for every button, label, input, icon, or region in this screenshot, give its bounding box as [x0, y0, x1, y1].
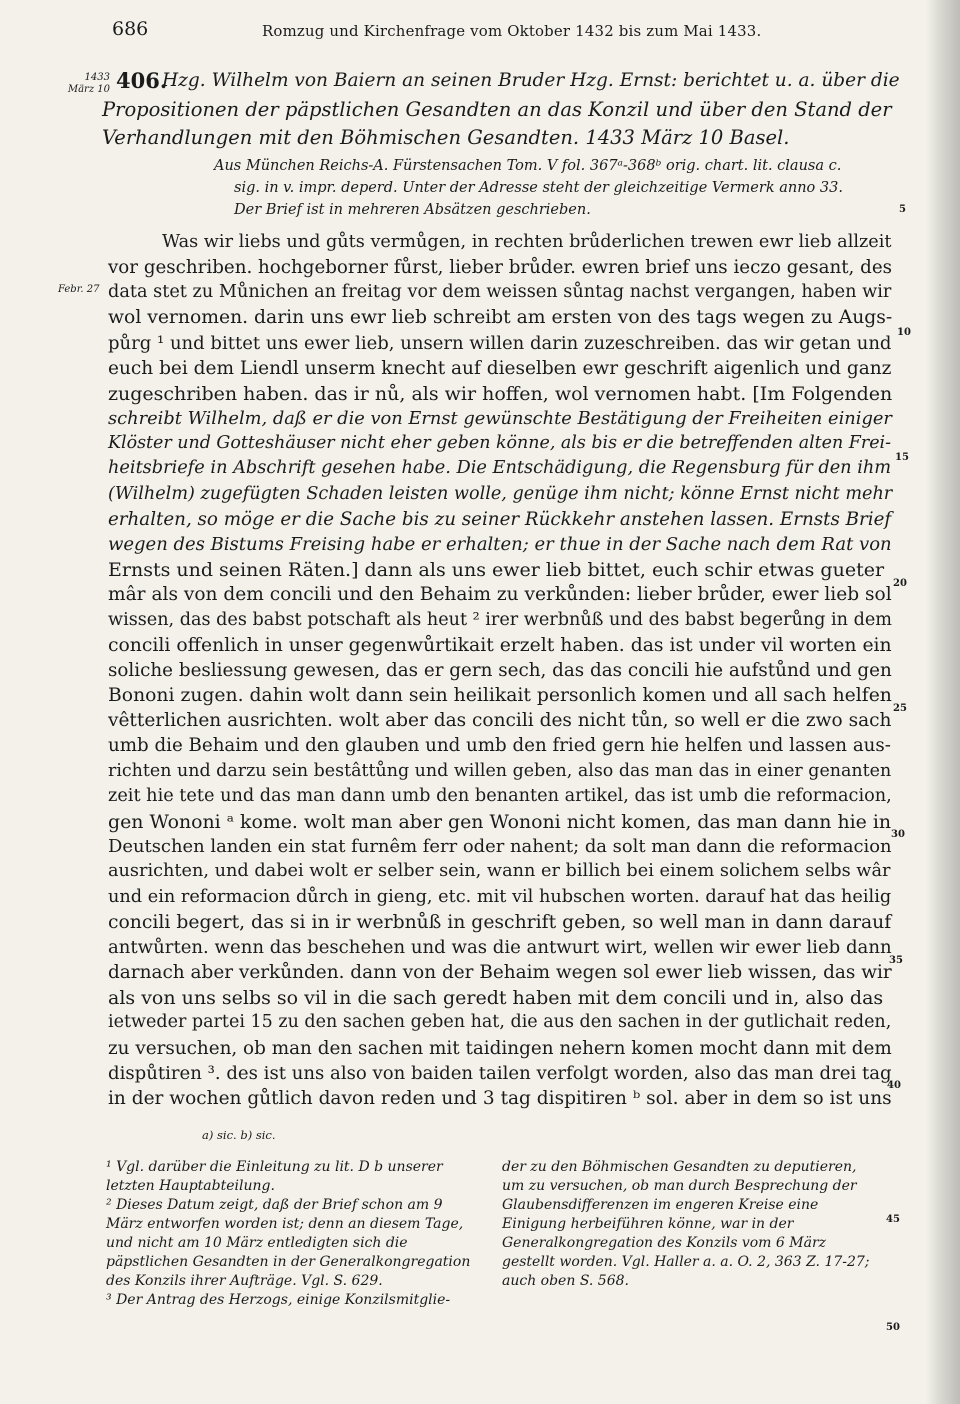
body-line: in der wochen gůtlich davon reden und 3 tag dispitiren ᵇ sol. aber in dem so ist uns	[108, 1088, 892, 1109]
running-header	[112, 18, 902, 50]
body-line: mâr als von dem concili und den Behaim zu verkůnden: lieber brůder, ewer lieb sol	[108, 584, 892, 605]
line-number: 15	[895, 452, 909, 463]
source-line: sig. in v. impr. deperd. Unter der Adresse steht der gleichzeitige Vermerk anno 33.	[234, 180, 843, 196]
footnotes-right	[502, 1158, 882, 1291]
body-line: Bononi zugen. dahin wolt dann sein heilikait personlich komen und all sach helfen	[108, 685, 892, 706]
footnote: ¹ Vgl. darüber die Einleitung zu lit. D b unserer letzten Hauptabteilung.	[106, 1159, 443, 1194]
line-number: 5	[899, 204, 906, 215]
body-line: data stet zu Můnichen an freitag vor dem weissen sůntag nachst vergangen, haben wir	[108, 282, 892, 302]
document-number: 406.	[116, 68, 168, 93]
body-line: Ernsts und seinen Räten.] dann als uns ewer lieb bittet, euch schir etwas gueter	[108, 559, 885, 581]
body-line: richten und darzu sein bestâttůng und willen geben, also das man das in einer genanten	[108, 761, 892, 781]
page-number: 686	[112, 18, 149, 40]
footnote-continuation: der zu den Böhmischen Gesandten zu deputieren, um zu versuchen, ob man durch Besprechung der Glaubensdifferenzen im engeren Kreise eine Einigung herbeiführen könne, war in der Generalkongregation des Konzils vom 6 März gestellt worden. Vgl. Haller a. a. O. 2, 363 Z. 17-27; auch oben S. 568.	[502, 1159, 870, 1289]
heading-line: Verhandlungen mit den Böhmischen Gesandten. 1433 März 10 Basel.	[102, 126, 790, 149]
body-line: erhalten, so möge er die Sache bis zu seiner Rückkehr anstehen lassen. Ernsts Brief	[108, 509, 892, 530]
line-number: 20	[893, 578, 907, 589]
body-line: als von uns selbs so vil in die sach geredt haben mit dem concili und in, also das	[108, 987, 884, 1009]
body-line: darnach aber verkůnden. dann von der Behaim wegen sol ewer lieb wissen, das wir	[108, 962, 892, 983]
heading-line: Hzg. Wilhelm von Baiern an seinen Bruder Hzg. Ernst: berichtet u. a. über die	[162, 70, 900, 91]
body-line: vêtterlichen ausrichten. wolt aber das concili des nicht tůn, so well er die zwo sach	[108, 710, 892, 731]
line-number: 25	[893, 703, 907, 714]
body-line: heitsbriefe in Abschrift gesehen habe. Die Entschädigung, die Regensburg für den ihm	[108, 458, 892, 478]
running-title: Romzug und Kirchenfrage vom Oktober 1432 bis zum Mai 1433.	[262, 22, 762, 40]
margin-date-day: März 10	[67, 84, 110, 95]
body-line: wegen des Bistums Freising habe er erhalten; er thue in der Sache nach dem Rat von	[108, 534, 892, 555]
body-line: gen Wononi ᵃ kome. wolt man aber gen Wononi nicht komen, das man dann hie in	[108, 811, 892, 833]
body-line: zugeschriben haben. das ir nů, als wir hoffen, wol vernomen habt. [Im Folgenden	[108, 383, 893, 405]
body-line: ietweder partei 15 zu den sachen geben hat, die aus den sachen in der gutlichait reden,	[108, 1012, 892, 1032]
line-number: 30	[891, 829, 905, 840]
body-line: wissen, das des babst potschaft als heut ² irer werbnůß und des babst begerůng in dem	[108, 610, 892, 630]
body-line: Deutschen landen ein stat furnêm ferr oder nahent; da solt man dann die reformacion	[108, 836, 892, 857]
textual-notes: a) sic. b) sic.	[202, 1128, 276, 1142]
line-number: 35	[889, 955, 903, 966]
body-line: ausrichten, und dabei wolt er selber sein, wann er billich bei einem solichem selbs wâr	[108, 861, 891, 881]
body-line: půrg ¹ und bittet uns ewer lieb, unsern willen darin zuzeschreiben. das wir getan und	[108, 333, 892, 354]
footnote: ³ Der Antrag des Herzogs, einige Konzilsmitglie-	[106, 1292, 451, 1308]
body-line: soliche besliessung gewesen, das er gern sech, das das concili hie aufstůnd und gen	[108, 660, 892, 681]
body-line: Klöster und Gotteshäuser nicht eher geben könne, als bis er die betreffenden alten Frei-	[108, 433, 892, 453]
body-line: und ein reformacion důrch in gieng, etc. mit vil hubschen worten. darauf hat das heilig	[108, 887, 892, 907]
margin-date	[60, 72, 110, 96]
body-line: euch bei dem Liendl unserm knecht auf dieselben ewr geschrift aigenlich und ganz	[108, 358, 892, 379]
body-line: Was wir liebs und gůts vermůgen, in rechten brůderlichen trewen ewr lieb allzeit	[162, 232, 892, 252]
body-line: zeit hie tete und das man dann umb den benanten artikel, das ist umb die reformacion,	[108, 786, 892, 806]
body-line: dispůtiren ³. des ist uns also von baiden tailen verfolgt worden, also das man drei tag	[108, 1063, 892, 1084]
heading-line: Propositionen der päpstlichen Gesandten an das Konzil und über den Stand der	[102, 98, 892, 121]
line-number: 40	[887, 1080, 901, 1091]
line-number: 45	[886, 1214, 900, 1225]
body-line: schreibt Wilhelm, daß er die von Ernst gewünschte Bestätigung der Freiheiten einiger	[108, 408, 892, 429]
body-line: concili begert, das si in ir werbnůß in geschrift geben, so well man in dann darauf	[108, 912, 892, 933]
body-line: wol vernomen. darin uns ewr lieb schreibt am ersten von des tags wegen zu Augs-	[108, 307, 893, 328]
body-line: antwůrten. wenn das beschehen und was die antwurt wirt, wellen wir ewer lieb dann	[108, 937, 892, 958]
line-number: 10	[897, 327, 911, 338]
margin-note: Febr. 27	[58, 284, 100, 295]
line-number: 50	[886, 1322, 900, 1333]
body-line: (Wilhelm) zugefügten Schaden leisten wolle, genüge ihm nicht; könne Ernst nicht mehr	[108, 484, 893, 504]
source-line: Aus München Reichs-A. Fürstensachen Tom. V fol. 367ᵃ-368ᵇ orig. chart. lit. clausa c.	[214, 158, 842, 174]
body-line: vor geschriben. hochgeborner fůrst, lieber brůder. ewren brief uns ieczo gesant, des	[108, 257, 893, 278]
margin-date-year: 1433	[84, 72, 110, 83]
body-line: umb die Behaim und den glauben und umb den fried gern hie helfen und lassen aus-	[108, 735, 891, 756]
page-binding-shadow	[926, 0, 960, 1404]
footnote: ² Dieses Datum zeigt, daß der Brief schon am 9 März entworfen worden ist; denn an diesem Tage, und nicht am 10 März entledigten sich die päpstlichen Gesandten in der Generalkongregation des Konzils ihrer Aufträge. Vgl. S. 629.	[106, 1197, 471, 1289]
source-line: Der Brief ist in mehreren Absätzen geschrieben.	[234, 202, 591, 218]
footnotes-left	[106, 1158, 481, 1310]
body-line: zu versuchen, ob man den sachen mit taidingen nehern komen mocht dann mit dem	[108, 1038, 892, 1059]
body-line: concili offenlich in unser gegenwůrtikait erzelt haben. das ist under vil worten ein	[108, 635, 892, 656]
